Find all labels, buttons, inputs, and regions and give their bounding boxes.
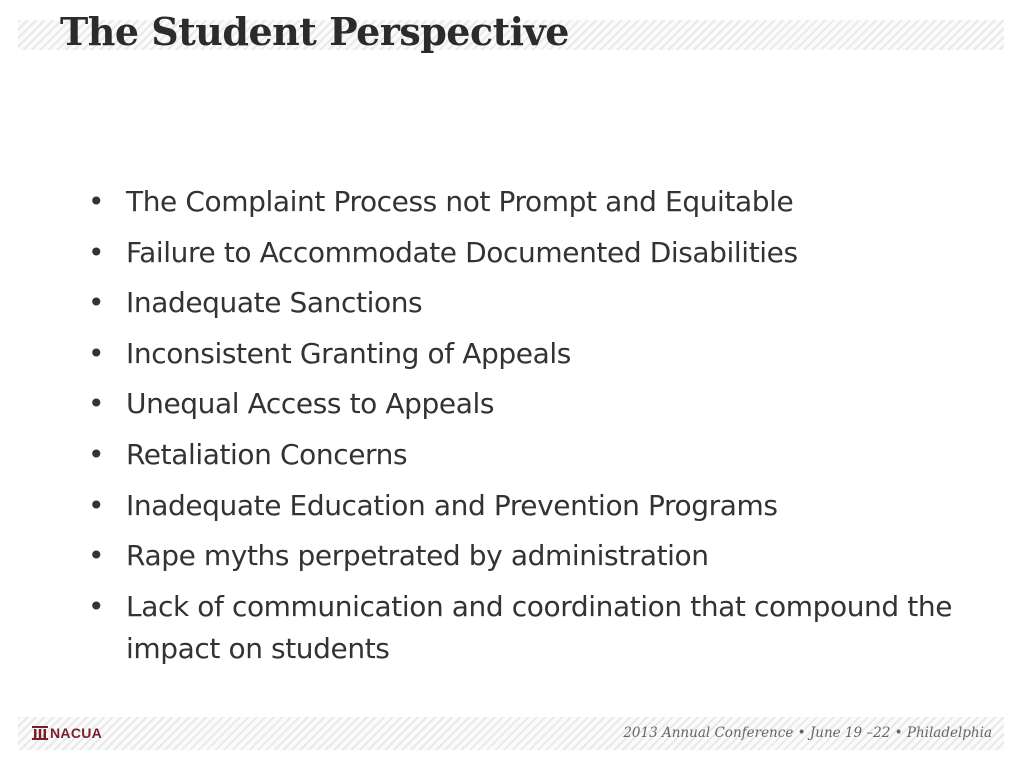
list-item — [88, 383, 968, 425]
bullet-icon: • — [88, 437, 105, 471]
bullet-icon: • — [88, 488, 105, 522]
list-item — [88, 333, 968, 375]
conference-info: 2013 Annual Conference • June 19 –22 • Philadelphia — [623, 725, 992, 741]
list-item — [88, 181, 968, 223]
bullet-list — [88, 181, 968, 678]
list-item-text: Inadequate Education and Prevention Programs — [126, 488, 778, 522]
list-item — [88, 535, 968, 577]
list-item-text: Unequal Access to Appeals — [126, 387, 495, 421]
nacua-logo — [32, 725, 102, 741]
list-item — [88, 232, 968, 274]
bullet-icon: • — [88, 387, 105, 421]
list-item-text: Inadequate Sanctions — [126, 286, 423, 320]
bullet-icon: • — [88, 286, 105, 320]
list-item-text: Lack of communication and coordination that compound the impact on students — [126, 589, 953, 665]
list-item-text: Failure to Accommodate Documented Disabilities — [126, 235, 798, 269]
bullet-icon: • — [88, 336, 105, 370]
page-title: The Student Perspective — [60, 9, 569, 54]
bullet-icon: • — [88, 589, 105, 623]
list-item — [88, 485, 968, 527]
logo-text: NACUA — [50, 725, 103, 741]
list-item-text: Retaliation Concerns — [126, 437, 408, 471]
list-item-text: Inconsistent Granting of Appeals — [126, 336, 571, 370]
footer-band — [18, 717, 1004, 750]
list-item — [88, 586, 968, 670]
bullet-icon: • — [88, 539, 105, 573]
bullet-icon: • — [88, 185, 105, 218]
list-item-text: The Complaint Process not Prompt and Equitable — [126, 185, 794, 218]
list-item — [88, 282, 968, 324]
columns-icon — [32, 726, 48, 740]
bullet-icon: • — [88, 235, 105, 269]
list-item-text: Rape myths perpetrated by administration — [126, 539, 709, 573]
list-item — [88, 434, 968, 476]
